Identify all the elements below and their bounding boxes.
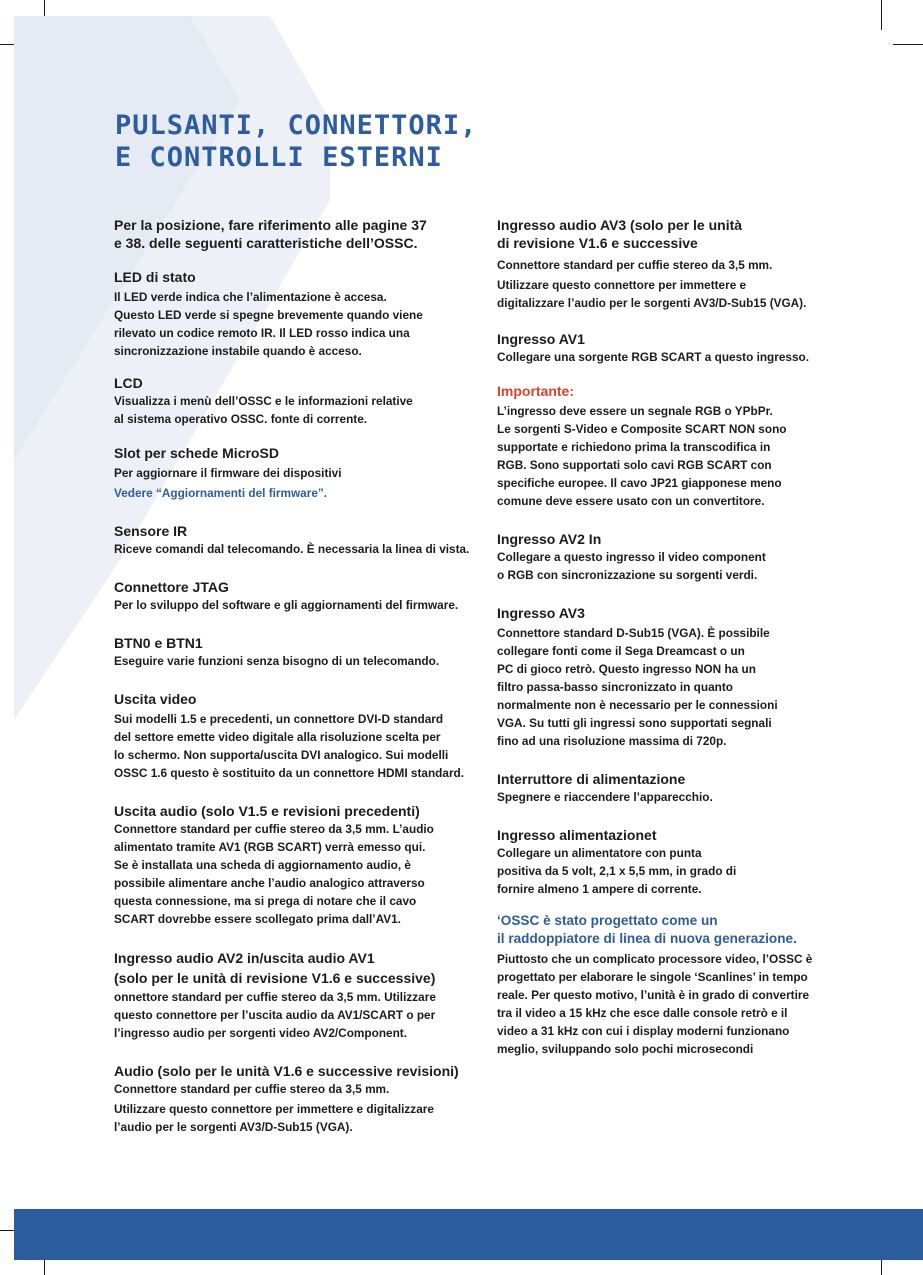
- section-heading-microsd: Slot per schede MicroSD: [114, 445, 279, 461]
- section-heading-power-input: Ingresso alimentazionet: [497, 827, 657, 843]
- section-text-av3-audio-a: Connettore standard per cuffie stereo da 3,5 mm.: [497, 258, 773, 272]
- section-text-power-input: Collegare un alimentatore con punta positiva da 5 volt, 2,1 x 5,5 mm, in grado di fornire almeno 1 ampere di corrente.: [497, 846, 737, 896]
- section-text-microsd: Per aggiornare il firmware dei dispositivi: [114, 466, 342, 480]
- quote-heading: ‘OSSC è stato progettato come un il raddoppiatore di linea di nuova generazione.: [497, 913, 797, 946]
- footer-bar: [14, 1209, 923, 1260]
- page-title: [115, 110, 477, 174]
- intro-text: Per la posizione, fare riferimento alle pagine 37 e 38. delle seguenti caratteristiche dell’OSSC.: [114, 217, 427, 251]
- section-text-audio-v16-a: Connettore standard per cuffie stereo da 3,5 mm.: [114, 1082, 390, 1096]
- section-heading-power-switch: Interruttore di alimentazione: [497, 771, 686, 787]
- section-text-led: Il LED verde indica che l’alimentazione è accesa. Questo LED verde si spegne brevemente quando viene rilevato un codice remoto IR. Il LED rosso indica una sincronizzazione instabile quando è acceso.: [114, 290, 423, 358]
- section-heading-jtag: Connettore JTAG: [114, 579, 229, 595]
- section-heading-av3-audio: Ingresso audio AV3 (solo per le unità di revisione V1.6 e successive: [497, 217, 743, 251]
- section-text-audio-v16-b: Utilizzare questo connettore per immettere e digitalizzare l’audio per le sorgenti AV3/D-Sub15 (VGA).: [114, 1102, 434, 1134]
- section-text-audio-out: Connettore standard per cuffie stereo da 3,5 mm. L’audio alimentato tramite AV1 (RGB SCART) verrà emesso qui. Se è installata una scheda di aggiornamento audio, è possibile alimentare anche l’audio analogico attraverso questa connessione, ma si prega di notare che il cavo SCART dovrebbe essere scollegato prima dall’AV1.: [114, 822, 434, 926]
- section-heading-av3: Ingresso AV3: [497, 605, 585, 621]
- section-heading-av1: Ingresso AV1: [497, 331, 585, 347]
- section-text-lcd: Visualizza i menù dell’OSSC e le informazioni relative al sistema operativo OSSC. fonte di corrente.: [114, 394, 413, 426]
- section-text-av2-audio: onnettore standard per cuffie stereo da 3,5 mm. Utilizzare questo connettore per l’uscita audio da AV1/SCART o per l’ingresso audio per sorgenti video AV2/Component.: [114, 990, 436, 1040]
- section-text-av3-audio-b: Utilizzare questo connettore per immettere e digitalizzare l’audio per le sorgenti AV3/D-Sub15 (VGA).: [497, 278, 807, 310]
- section-text-av2-in: Collegare a questo ingresso il video component o RGB con sincronizzazione su sorgenti verdi.: [497, 550, 766, 582]
- section-text-jtag: Per lo sviluppo del software e gli aggiornamenti del firmware.: [114, 598, 459, 612]
- section-heading-audio-out: Uscita audio (solo V1.5 e revisioni precedenti): [114, 803, 420, 819]
- section-heading-video-out: Uscita video: [114, 691, 197, 707]
- section-heading-av2-in: Ingresso AV2 In: [497, 531, 602, 547]
- section-text-video-out: Sui modelli 1.5 e precedenti, un connettore DVI-D standard del settore emette video digitale alla risoluzione scelta per lo schermo. Non supporta/uscita DVI analogico. Sui modelli OSSC 1.6 questo è sostituito da un connettore HDMI standard.: [114, 712, 465, 780]
- section-heading-lcd: LCD: [114, 375, 143, 391]
- section-text-av3: Connettore standard D-Sub15 (VGA). È possibile collegare fonti come il Sega Dreamcast o un PC di gioco retrò. Questo ingresso NON ha un filtro passa-basso sincronizzato in quanto normalmente non è necessario per le connessioni VGA. Su tutti gli ingressi sono supportati segnali fino ad una risoluzione massima di 720p.: [497, 626, 778, 748]
- section-heading-av2-audio: Ingresso audio AV2 in/uscita audio AV1 (solo per le unità di revisione V1.6 e successive): [114, 950, 436, 986]
- section-text-av1: Collegare una sorgente RGB SCART a questo ingresso.: [497, 350, 810, 364]
- right-column: [497, 216, 827, 1058]
- section-heading-btn: BTN0 e BTN1: [114, 635, 203, 651]
- firmware-update-link[interactable]: Vedere “Aggiornamenti del firmware”.: [114, 486, 328, 500]
- section-heading-audio-v16: Audio (solo per le unità V1.6 e successive revisioni): [114, 1063, 459, 1079]
- section-text-ir: Riceve comandi dal telecomando. È necessaria la linea di vista.: [114, 542, 470, 556]
- section-heading-led: LED di stato: [114, 269, 196, 285]
- important-heading: Importante:: [497, 383, 574, 399]
- important-text: L’ingresso deve essere un segnale RGB o YPbPr. Le sorgenti S-Video e Composite SCART NON sono supportate e richiedono prima la transcodifica in RGB. Sono supportati solo cavi RGB SCART con specifiche europee. Il cavo JP21 giapponese meno comune deve essere usato con un convertitore.: [497, 404, 787, 508]
- section-text-power-switch: Spegnere e riaccendere l’apparecchio.: [497, 790, 713, 804]
- left-column: [114, 216, 474, 1136]
- section-heading-ir: Sensore IR: [114, 523, 188, 539]
- section-text-btn: Eseguire varie funzioni senza bisogno di un telecomando.: [114, 654, 440, 668]
- page-title-line2: E CONTROLLI ESTERNI: [115, 142, 443, 173]
- page-title-line1: PULSANTI, CONNETTORI,: [115, 110, 478, 141]
- quote-text: Piuttosto che un complicato processore video, l’OSSC è progettato per elaborare le singole ‘Scanlines’ in tempo reale. Per questo motivo, l’unità è in grado di convertire tra il video a 15 kHz che esce dalle console retrò e il video a 31 kHz con cui i display moderni funzionano meglio, sviluppando solo pochi microsecondi: [497, 952, 813, 1056]
